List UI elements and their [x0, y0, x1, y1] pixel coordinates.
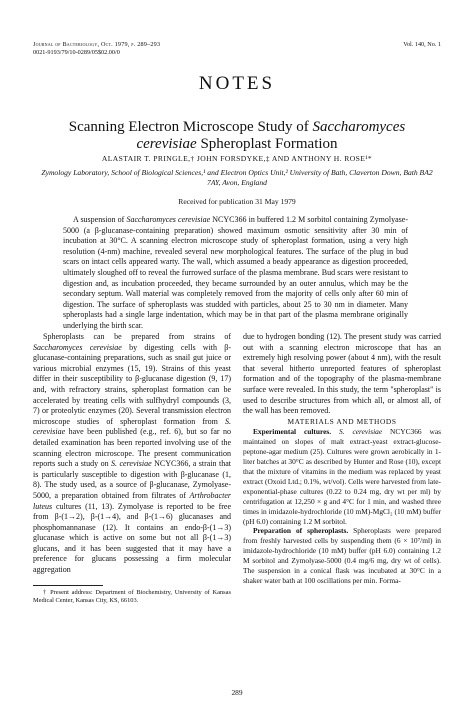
intro-text-e: cultures (11, 13). Zymolyase is reported to be free from β-(1→2), β-(1→4), and β-(1→6) glucanases and phosphomannanase (12). It contains an endo-β-(1→3) glucanase which is active on some but not all β-(1→3) glucans, and it has been suggested that it may have a preference for glucans possessing a firm molecular aggregation: [33, 501, 231, 575]
volume-issue: Vol. 140, No. 1: [403, 41, 441, 48]
title-species-epithet: cerevisiae: [136, 136, 197, 152]
intro-text-d: NCYC366, a strain that is particularly susceptible to digestion with β-glucanase (1, 8). The study used, as a source of β-glucanase, Zymolyase-5000, a preparation obtained from filtrates of: [33, 459, 232, 500]
spheroplast-preparation-text: Spheroplasts were prepared from freshly harvested cells by suspending them (6 × 10⁷/ml) in imidazole-hydrochloride (10 mM) buffer (pH 6.0) containing 1.2 M sorbitol and Zymolyase-5000 (0.4 mg/6 mg, dry wt of cells). The suspension in a conical flask was incubated at 30°C in a shaker water bath at 100 oscillations per min. Forma-: [243, 526, 441, 585]
journal-citation: Journal of Bacteriology, Oct. 1979, p. 289–293: [33, 41, 161, 48]
cultures-text-b: NCYC366 was maintained on slopes of malt extract-yeast extract-glucose-peptone-agar medium (25). Cultures were grown aerobically in 1-liter batches at 30°C as described by Hunter and Rose (10), except that the mixture of vitamins in the medium was replaced by yeast extract (Oxoid Ltd.; 0.1%, wt/vol). Cells were harvested from late-exponential-phase cultures (0.22 to 0.24 mg, dry wt per ml) by centrifugation at 12,250 × g and 4°C for 1 min, and washed three times in imidazole-hydrochloride (10 mM)-MgCl₂ (10 mM) buffer (pH 6.0) containing 1.2 M sorbitol.: [243, 427, 441, 526]
intro-text-b: by digesting cells with β-glucanase-containing preparations, such as snail gut juice or various microbial enzymes (15, 19). Strains of this yeast differ in their susceptibility to β-glucanase digestion (9, 17) and, with refractory strains, spheroplast formation can be accelerated by treating cells with sulfhydryl compounds (3, 7) or proteolytic enzymes (20). Several transmission electron microscope studies of spheroplast formation from: [33, 342, 232, 426]
cultures-species: S. cerevisiae: [339, 427, 383, 437]
intro-species-2: S. cerevisiae: [33, 416, 231, 437]
page-number: 289: [231, 688, 243, 697]
footnote: † Present address: Department of Biochemistry, University of Kansas Medical Center, Kansas City, KS, 66103.: [33, 588, 231, 604]
materials-methods-heading: MATERIALS AND METHODS: [287, 416, 397, 426]
title-suffix: Spheroplast Formation: [196, 136, 338, 152]
title-species-genus: Saccharomyces: [312, 119, 406, 135]
right-column: [243, 332, 441, 586]
intro-text-a: Spheroplasts can be prepared from strains of: [43, 332, 231, 341]
received-date: Received for publication 31 May 1979: [178, 197, 296, 206]
intro-text-c: have been published (e.g., ref. 6), but so far no detailed examination has been reported involving use of the scanning electron microscope. The present communication reports such a study on: [33, 427, 231, 469]
cultures-text-a: [331, 427, 339, 436]
header-left: [33, 41, 160, 57]
abstract: [63, 215, 408, 332]
left-column: [33, 332, 231, 605]
experimental-cultures-paragraph: [243, 427, 441, 526]
spheroplast-preparation-paragraph: [243, 526, 441, 585]
intro-species: Saccharomyces cerevisiae: [33, 342, 122, 352]
affiliation: Zymology Laboratory, School of Biological Sciences,¹ and Electron Optics Unit,² University of Bath, Claverton Down, Bath BA2 7AY, Avon, England: [41, 168, 433, 187]
intro-species-4: Arthrobacter luteus: [33, 490, 231, 511]
experimental-cultures-head: Experimental cultures.: [253, 427, 332, 437]
abstract-part-1: A suspension of: [73, 215, 127, 224]
abstract-part-2: NCYC366 in buffered 1.2 M sorbitol containing Zymolyase-5000 (a β-glucanase-containing preparation) showed maximum osmotic sensitivity after 30 min of incubation at 30°C. A scanning electron microscope study of spheroplast formation, using a very high resolution (4-nm) machine, revealed several new morphological features. The surface of the plug in bud scars on intact cells appeared warty. The wall, which assumed a beady appearance as digestion proceeded, ultimately sloughed off to reveal the furrowed surface of the plasma membrane. Bud scars were resistant to digestion and, as incubation proceeded, they became surrounded by an outer annulus, which may be the secondary septum. Wall material was completely removed from the majority of cells only after 60 min of digestion. The surface of spheroplasts was studded with particles, about 25 to 30 nm in diameter. Many spheroplasts had a single large indentation, which may be in that part of the plasma membrane originally underlying the birth scar.: [63, 215, 408, 330]
continuation-paragraph: due to hydrogen bonding (12). The present study was carried out with a scanning electron microscope that has an extremely high resolving power (about 4 nm), with the result that several hitherto unreported features of spheroplast formation and of the topography of the plasma-membrane surface were revealed. In this study, the term "spheroplast" is used to describe structures from which all, or almost all, of the wall has been removed.: [243, 332, 441, 416]
intro-species-3: S. cerevisiae: [111, 459, 152, 469]
footnote-rule: [33, 585, 103, 586]
intro-paragraph: [33, 332, 231, 576]
spheroplast-preparation-head: Preparation of spheroplasts.: [253, 526, 349, 536]
author-list: ALASTAIR T. PRINGLE,† JOHN FORSDYKE,‡ AND ANTHONY H. ROSE¹*: [101, 154, 373, 163]
title-prefix: Scanning Electron Microscope Study of: [68, 119, 313, 135]
article-title: [34, 119, 440, 153]
section-heading: NOTES: [198, 73, 276, 94]
doi-code: 0021-9193/79/10-0289/05$02.00/0: [33, 49, 120, 56]
abstract-species: Saccharomyces cerevisiae: [126, 215, 211, 224]
